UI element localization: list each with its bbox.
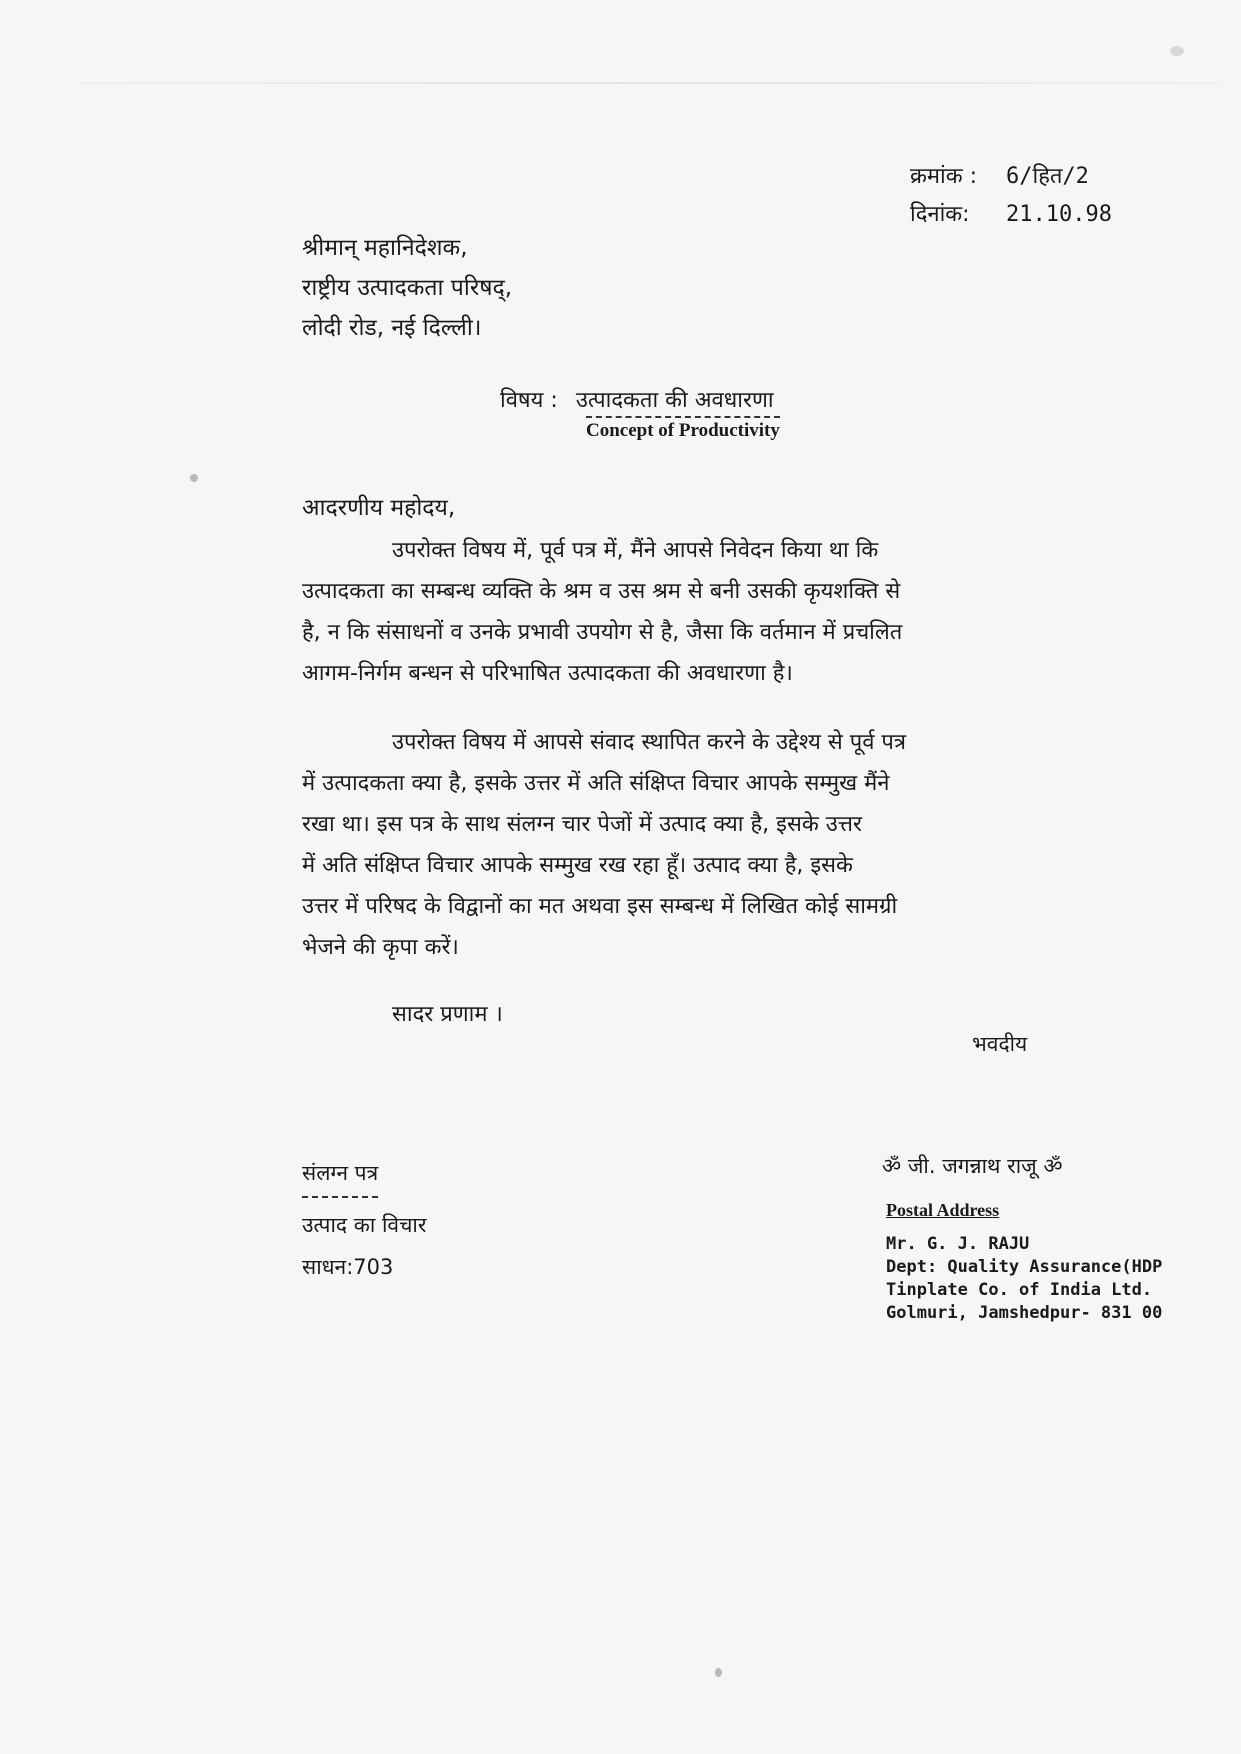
paragraph-line: में अति संक्षिप्त विचार आपके सम्मुख रख रहा हूँ। उत्पाद क्या है, इसके [302, 853, 853, 878]
paragraph-line: आगम-निर्गम बन्धन से परिभाषित उत्पादकता की अवधारणा है। [302, 661, 793, 686]
scan-speck [715, 1668, 722, 1677]
signatory-name: ॐ जी. जगन्नाथ राजू ॐ [882, 1154, 1063, 1178]
addressee-line-3: लोदी रोड, नई दिल्ली। [302, 315, 482, 341]
addressee-line-2: राष्ट्रीय उत्पादकता परिषद्, [302, 275, 513, 301]
paragraph-line: उपरोक्त विषय में आपसे संवाद स्थापित करने के उद्देश्य से पूर्व पत्र [392, 730, 907, 755]
reference-block [910, 158, 1112, 234]
body-paragraph-1 [302, 530, 1142, 694]
paragraph-line: उपरोक्त विषय में, पूर्व पत्र में, मैंने आपसे निवेदन किया था कि [392, 538, 879, 563]
paper-fold [80, 82, 1220, 84]
paragraph-line: भेजने की कृपा करें। [302, 935, 459, 960]
reference-number-label: क्रमांक : [910, 164, 978, 189]
postal-line: Golmuri, Jamshedpur- 831 00 [886, 1303, 1163, 1323]
scan-speck [1170, 46, 1184, 56]
salutation: आदरणीय महोदय, [302, 495, 456, 521]
enclosure-means: साधन:703 [302, 1255, 394, 1279]
paragraph-line: उत्पादकता का सम्बन्ध व्यक्ति के श्रम व उस श्रम से बनी उसकी कृयशक्ति से [302, 579, 901, 604]
paragraph-line: है, न कि संसाधनों व उनके प्रभावी उपयोग से है, जैसा कि वर्तमान में प्रचलित [302, 620, 903, 645]
postal-address-heading: Postal Address [886, 1200, 1000, 1220]
subject-hindi: उत्पादकता की अवधारणा [575, 388, 774, 413]
postal-line: Dept: Quality Assurance(HDP [886, 1257, 1163, 1277]
subject-block [500, 384, 780, 442]
postal-line: Mr. G. J. RAJU [886, 1234, 1030, 1254]
date-label: दिनांक: [910, 202, 970, 227]
postal-line: Tinplate Co. of India Ltd. [886, 1280, 1153, 1300]
subject-english: Concept of Productivity [586, 416, 780, 442]
enclosure-title: संलग्न पत्र [302, 1152, 378, 1198]
closing-regards: सादर प्रणाम । [392, 1002, 503, 1027]
addressee-block [302, 228, 512, 348]
enclosure-item: उत्पाद का विचार [302, 1213, 427, 1237]
scan-speck [190, 474, 198, 482]
postal-address-block [886, 1200, 1162, 1325]
body-paragraph-2 [302, 722, 1162, 968]
reference-number-value: 6/हित/2 [1006, 164, 1089, 189]
date-value: 21.10.98 [1006, 202, 1112, 227]
closing-yours: भवदीय [972, 1032, 1028, 1056]
paragraph-line: रखा था। इस पत्र के साथ संलग्न चार पेजों में उत्पाद क्या है, इसके उत्तर [302, 812, 862, 837]
paragraph-line: उत्तर में परिषद के विद्वानों का मत अथवा इस सम्बन्ध में लिखित कोई सामग्री [302, 894, 898, 919]
paragraph-line: में उत्पादकता क्या है, इसके उत्तर में अति संक्षिप्त विचार आपके सम्मुख मैंने [302, 771, 890, 796]
addressee-line-1: श्रीमान् महानिदेशक, [302, 235, 468, 261]
enclosure-block [302, 1152, 426, 1288]
subject-label: विषय : [500, 388, 558, 413]
